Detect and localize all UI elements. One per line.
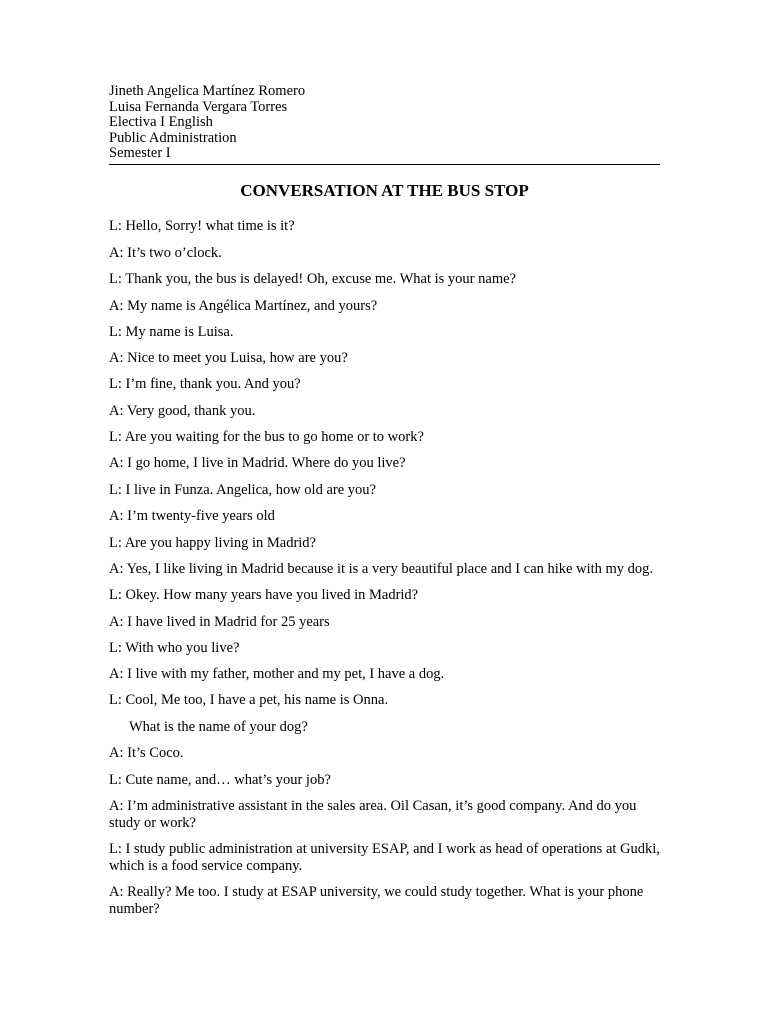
dialogue-line: What is the name of your dog?	[129, 719, 308, 735]
dialogue-line: A: It’s Coco.	[109, 745, 184, 761]
dialogue-line: A: Nice to meet you Luisa, how are you?	[109, 350, 348, 366]
dialogue-line: L: Thank you, the bus is delayed! Oh, excuse me. What is your name?	[109, 271, 516, 287]
dialogue-line: L: Okey. How many years have you lived in Madrid?	[109, 587, 419, 603]
dialogue-line: L: Are you waiting for the bus to go home or to work?	[109, 429, 424, 445]
program-name: Public Administration	[109, 129, 237, 146]
dialogue-line: L: Are you happy living in Madrid?	[109, 535, 316, 551]
dialogue-line: L: I’m fine, thank you. And you?	[109, 376, 301, 392]
header-divider	[109, 164, 660, 165]
dialogue-line: L: Cute name, and… what’s your job?	[109, 772, 331, 788]
author-name-2: Luisa Fernanda Vergara Torres	[109, 98, 288, 115]
document-title: CONVERSATION AT THE BUS STOP	[240, 181, 529, 200]
dialogue-line: L: I live in Funza. Angelica, how old are you?	[109, 482, 376, 498]
dialogue-line: L: Hello, Sorry! what time is it?	[109, 218, 295, 234]
dialogue-line: A: Very good, thank you.	[109, 403, 256, 419]
course-name: Electiva I English	[109, 114, 213, 131]
dialogue-line: L: With who you live?	[109, 640, 240, 656]
dialogue-line: L: My name is Luisa.	[109, 324, 234, 340]
semester-label: Semester I	[109, 145, 171, 162]
dialogue-line: A: My name is Angélica Martínez, and yours?	[109, 298, 378, 314]
dialogue-line: L: Cool, Me too, I have a pet, his name is Onna.	[109, 692, 389, 708]
dialogue-line: A: I’m twenty-five years old	[109, 508, 275, 524]
dialogue-line: A: It’s two o’clock.	[109, 245, 222, 261]
dialogue-line: L: I study public administration at university ESAP, and I work as head of operations at Gudki, which is a food service company.	[109, 841, 660, 874]
author-name-1: Jineth Angelica Martínez Romero	[109, 83, 306, 99]
dialogue-line: A: Yes, I like living in Madrid because it is a very beautiful place and I can hike with my dog.	[109, 561, 654, 577]
dialogue-line: A: I’m administrative assistant in the sales area. Oil Casan, it’s good company. And do you study or work?	[109, 798, 637, 831]
dialogue-line: A: I have lived in Madrid for 25 years	[109, 614, 330, 630]
author-header	[109, 84, 659, 162]
dialogue-line: A: Really? Me too. I study at ESAP university, we could study together. What is your phone number?	[109, 884, 644, 917]
dialogue-line: A: I go home, I live in Madrid. Where do you live?	[109, 455, 406, 471]
dialogue-line: A: I live with my father, mother and my pet, I have a dog.	[109, 666, 445, 682]
